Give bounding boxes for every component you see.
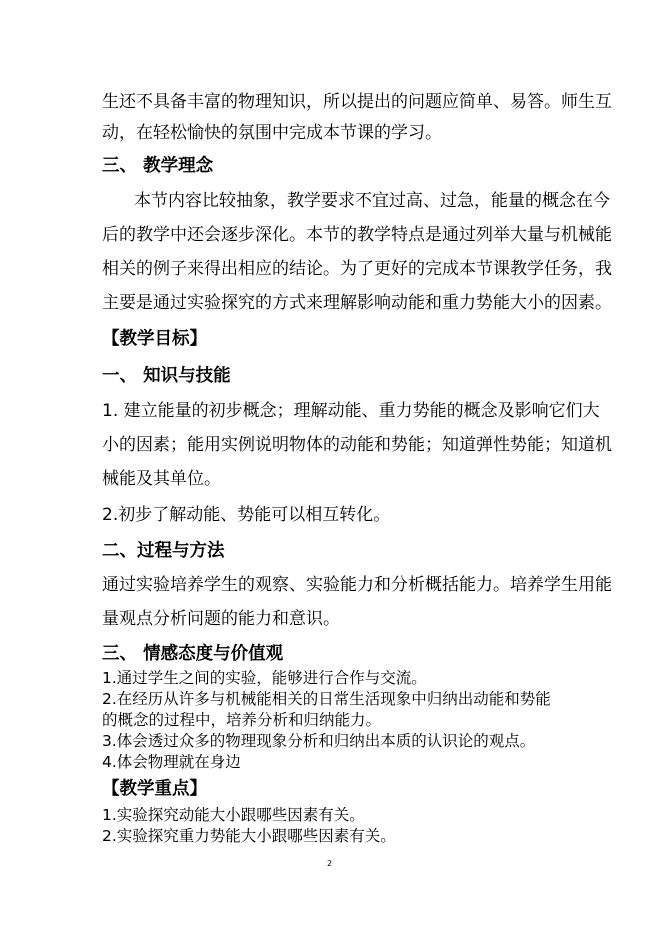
body-line: 相关的例子来得出相应的结论。为了更好的完成本节课教学任务，我 [102,259,612,279]
section-heading-teaching-concept: 三、 教学理念 [102,156,214,176]
subsection-heading-process-methods: 二、过程与方法 [102,541,225,561]
body-line: 量观点分析问题的能力和意识。 [102,609,340,629]
body-line: 生还不具备丰富的物理知识，所以提出的问题应简单、易答。师生互 [102,92,612,112]
subsection-heading-knowledge-skills: 一、 知识与技能 [102,366,231,386]
body-line: 小的因素；能用实例说明物体的动能和势能；知道弹性势能；知道机 [102,435,612,455]
body-line: 动，在轻松愉快的氛围中完成本节课的学习。 [102,123,442,143]
section-heading-key-points: 【教学重点】 [102,779,207,799]
body-line: 通过实验培养学生的观察、实验能力和分析概括能力。培养学生用能 [102,575,612,595]
list-item: 1.通过学生之间的实验，能够进行合作与交流。 [102,669,427,687]
list-item: 1.实验探究动能大小跟哪些因素有关。 [102,806,365,824]
page-number: 2 [327,859,333,868]
body-line: 1. 建立能量的初步概念；理解动能、重力势能的概念及影响它们大 [102,401,600,421]
body-line: 本节内容比较抽象，教学要求不宜过高、过急，能量的概念在今 [134,191,610,211]
body-line: 械能及其单位。 [102,469,221,489]
body-line: 主要是通过实验探究的方式来理解影响动能和重力势能大小的因素。 [102,293,612,313]
subsection-heading-emotion-values: 三、 情感态度与价值观 [102,644,284,664]
list-item: 4.体会物理就在身边 [102,753,241,771]
body-line: 后的教学中还会逐步深化。本节的教学特点是通过列举大量与机械能 [102,225,612,245]
list-item: 2.实验探究重力势能大小跟哪些因素有关。 [102,827,396,845]
list-item: 2.在经历从许多与机械能相关的日常生活现象中归纳出动能和势能 [102,690,551,708]
body-line: 2.初步了解动能、势能可以相互转化。 [102,505,391,525]
section-heading-teaching-goals: 【教学目标】 [102,329,207,349]
list-item: 3.体会透过众多的物理现象分析和归纳出本质的认识论的观点。 [102,732,536,750]
list-item: 的概念的过程中，培养分析和归纳能力。 [102,711,382,729]
